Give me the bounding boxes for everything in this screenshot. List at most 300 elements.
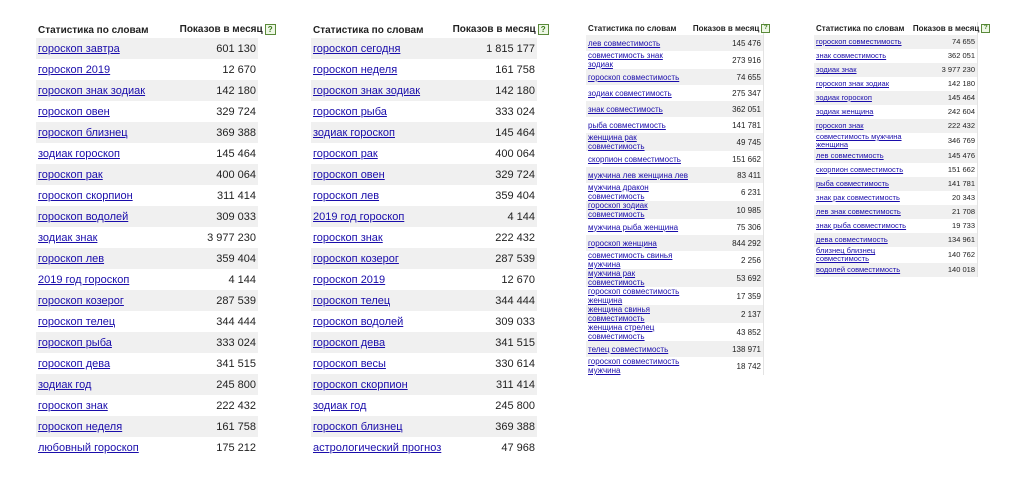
keyword-cell <box>586 183 691 201</box>
shows-count: 3 977 230 <box>178 227 258 248</box>
shows-count: 145 464 <box>178 143 258 164</box>
keyword-link[interactable]: водолей совместимость <box>816 265 901 274</box>
shows-count: 140 762 <box>911 247 977 263</box>
keyword-link[interactable]: гороскоп весы <box>313 357 386 370</box>
table-row <box>814 233 977 247</box>
table-row <box>814 119 977 133</box>
keyword-link[interactable]: совместимость свинья мужчина <box>588 251 673 269</box>
keyword-link[interactable]: гороскоп совместимость <box>816 37 902 46</box>
keyword-link[interactable]: гороскоп рыба <box>313 105 387 118</box>
table-row <box>814 205 977 219</box>
keyword-cell <box>311 311 451 332</box>
keyword-cell <box>36 164 178 185</box>
table-row <box>311 122 537 143</box>
keyword-cell <box>36 395 178 416</box>
keyword-cell <box>814 233 911 247</box>
keyword-link[interactable]: гороскоп водолей <box>313 315 404 328</box>
table-row <box>814 91 977 105</box>
shows-count: 142 180 <box>911 77 977 91</box>
shows-count: 362 051 <box>911 49 977 63</box>
shows-count: 242 604 <box>911 105 977 119</box>
keyword-cell <box>814 219 911 233</box>
keyword-cell <box>311 437 451 458</box>
shows-count: 275 347 <box>691 85 763 101</box>
shows-count: 18 742 <box>691 357 763 375</box>
table-header-row <box>36 22 258 38</box>
table-body <box>586 35 763 375</box>
shows-count: 75 306 <box>691 219 763 235</box>
keyword-link[interactable]: дева совместимость <box>816 235 888 244</box>
table-row <box>311 416 537 437</box>
table-row <box>36 269 258 290</box>
shows-count: 330 614 <box>451 353 537 374</box>
keyword-link[interactable]: гороскоп зодиак совместимость <box>588 201 648 219</box>
keyword-cell <box>311 416 451 437</box>
keyword-cell <box>311 38 451 59</box>
keyword-cell <box>311 290 451 311</box>
keyword-link[interactable]: гороскоп сегодня <box>313 42 401 55</box>
keyword-link[interactable]: гороскоп знак зодиак <box>313 84 421 97</box>
table-row <box>814 163 977 177</box>
keyword-link[interactable]: зодиак гороскоп <box>38 147 120 160</box>
shows-count: 287 539 <box>178 290 258 311</box>
table-row <box>311 80 537 101</box>
table-row <box>814 133 977 149</box>
keyword-cell <box>36 332 178 353</box>
table-row <box>814 263 977 277</box>
keyword-cell <box>586 167 691 183</box>
keyword-cell <box>36 38 178 59</box>
shows-count: 222 432 <box>911 119 977 133</box>
keyword-link[interactable]: гороскоп завтра <box>38 42 120 55</box>
keyword-cell <box>36 143 178 164</box>
keyword-cell <box>36 101 178 122</box>
shows-count: 333 024 <box>178 332 258 353</box>
stats-table <box>311 22 546 458</box>
keyword-cell <box>36 227 178 248</box>
shows-count: 49 745 <box>691 133 763 151</box>
table-body <box>814 35 977 277</box>
keyword-cell <box>814 247 911 263</box>
keyword-cell <box>814 77 911 91</box>
keyword-link[interactable]: рыба совместимость <box>588 120 666 130</box>
table-row <box>814 105 977 119</box>
shows-count: 140 018 <box>911 263 977 277</box>
table-row <box>36 374 258 395</box>
keyword-cell <box>814 177 911 191</box>
table-row <box>586 357 763 375</box>
table-header-row <box>814 22 977 35</box>
shows-count: 311 414 <box>178 185 258 206</box>
keyword-cell <box>36 185 178 206</box>
keyword-link[interactable]: гороскоп рыба <box>38 336 112 349</box>
keyword-link[interactable]: рыба совместимость <box>816 179 889 188</box>
keyword-link[interactable]: гороскоп знак <box>313 231 383 244</box>
keyword-link[interactable]: гороскоп овен <box>38 105 110 118</box>
table-row <box>311 311 537 332</box>
table-row <box>586 117 763 133</box>
keyword-link[interactable]: 2019 год гороскоп <box>38 273 130 286</box>
column-header-shows: Показов в месяц ? <box>178 22 258 38</box>
shows-count: 245 800 <box>451 395 537 416</box>
keyword-cell <box>311 374 451 395</box>
keyword-link[interactable]: знак совместимость <box>816 51 887 60</box>
keyword-cell <box>36 206 178 227</box>
shows-count: 4 144 <box>178 269 258 290</box>
keyword-link[interactable]: гороскоп рак <box>38 168 103 181</box>
shows-count: 134 961 <box>911 233 977 247</box>
shows-count: 844 292 <box>691 235 763 251</box>
shows-count: 346 769 <box>911 133 977 149</box>
table-row <box>36 416 258 437</box>
keyword-link[interactable]: гороскоп рак <box>313 147 378 160</box>
keyword-link[interactable]: гороскоп знак зодиак <box>816 79 890 88</box>
shows-count: 17 359 <box>691 287 763 305</box>
keyword-link[interactable]: гороскоп совместимость мужчина <box>588 357 680 375</box>
shows-count: 273 916 <box>691 51 763 69</box>
keyword-cell <box>586 305 691 323</box>
shows-count: 400 064 <box>178 164 258 185</box>
keyword-link[interactable]: знак рак совместимость <box>816 193 900 202</box>
keyword-link[interactable]: совместимость мужчина женщина <box>816 132 902 149</box>
keyword-link[interactable]: гороскоп знак <box>38 399 108 412</box>
shows-count: 141 781 <box>911 177 977 191</box>
keyword-link[interactable]: скорпион совместимость <box>588 154 681 164</box>
keyword-cell <box>36 311 178 332</box>
table-row <box>586 151 763 167</box>
shows-count: 359 404 <box>178 248 258 269</box>
keyword-link[interactable]: гороскоп дева <box>313 336 386 349</box>
table-row <box>311 164 537 185</box>
wordstat-table-1 <box>36 22 273 458</box>
shows-count: 21 708 <box>911 205 977 219</box>
keyword-link[interactable]: гороскоп близнец <box>38 126 128 139</box>
shows-count: 329 724 <box>178 101 258 122</box>
table-row <box>814 247 977 263</box>
keyword-cell <box>311 143 451 164</box>
shows-count: 74 655 <box>691 69 763 85</box>
keyword-cell <box>814 119 911 133</box>
table-row <box>586 287 763 305</box>
table-header-row <box>586 22 763 35</box>
keyword-link[interactable]: зодиак знак <box>816 65 857 74</box>
keyword-link[interactable]: гороскоп женщина <box>588 238 657 248</box>
shows-count: 12 670 <box>451 269 537 290</box>
shows-count: 43 852 <box>691 323 763 341</box>
keyword-cell <box>814 149 911 163</box>
keyword-link[interactable]: женщина стрелец совместимость <box>588 323 655 341</box>
stats-table <box>586 22 768 375</box>
keyword-cell <box>36 80 178 101</box>
table-row <box>36 185 258 206</box>
keyword-link[interactable]: мужчина рыба женщина <box>588 222 679 232</box>
shows-count: 344 444 <box>451 290 537 311</box>
keyword-cell <box>586 235 691 251</box>
table-row <box>36 80 258 101</box>
table-row <box>586 235 763 251</box>
shows-count: 369 388 <box>451 416 537 437</box>
table-row <box>36 164 258 185</box>
keyword-link[interactable]: близнец близнец совместимость <box>816 246 876 263</box>
table-row <box>814 149 977 163</box>
table-row <box>36 59 258 80</box>
column-header-keyword: Статистика по словам <box>313 24 424 36</box>
keyword-link[interactable]: зодиак женщина <box>816 107 874 116</box>
shows-count: 145 476 <box>691 35 763 51</box>
keyword-cell <box>311 227 451 248</box>
keyword-cell <box>586 85 691 101</box>
shows-count: 341 515 <box>451 332 537 353</box>
table-row <box>36 437 258 458</box>
table-row <box>311 248 537 269</box>
table-row <box>586 341 763 357</box>
keyword-cell <box>814 191 911 205</box>
column-header-shows: Показов в месяц ? <box>451 22 537 38</box>
shows-count: 47 968 <box>451 437 537 458</box>
keyword-link[interactable]: зодиак совместимость <box>588 88 672 98</box>
shows-count: 287 539 <box>451 248 537 269</box>
keyword-cell <box>311 101 451 122</box>
shows-count: 151 662 <box>691 151 763 167</box>
table-row <box>814 219 977 233</box>
table-row <box>36 38 258 59</box>
keyword-link[interactable]: зодиак год <box>38 378 92 391</box>
keyword-cell <box>586 269 691 287</box>
shows-count: 222 432 <box>451 227 537 248</box>
keyword-link[interactable]: мужчина лев женщина лев <box>588 170 688 180</box>
keyword-cell <box>586 117 691 133</box>
table-row <box>586 51 763 69</box>
shows-count: 142 180 <box>178 80 258 101</box>
keyword-cell <box>586 357 691 375</box>
wordstat-table-2 <box>311 22 546 458</box>
keyword-cell <box>311 269 451 290</box>
keyword-link[interactable]: гороскоп скорпион <box>38 189 133 202</box>
keyword-link[interactable]: совместимость знак зодиак <box>588 51 663 69</box>
table-row <box>311 38 537 59</box>
table-row <box>586 305 763 323</box>
keyword-link[interactable]: зодиак гороскоп <box>816 93 872 102</box>
keyword-link[interactable]: гороскоп совместимость <box>588 72 680 82</box>
table-row <box>36 227 258 248</box>
keyword-cell <box>36 416 178 437</box>
keyword-cell <box>311 353 451 374</box>
keyword-link[interactable]: гороскоп дева <box>38 357 111 370</box>
help-icon[interactable]: ? <box>538 24 549 35</box>
shows-count: 74 655 <box>911 35 977 49</box>
shows-count: 145 464 <box>451 122 537 143</box>
keyword-link[interactable]: любовный гороскоп <box>38 441 139 454</box>
table-row <box>311 143 537 164</box>
keyword-link[interactable]: гороскоп знак <box>816 121 864 130</box>
keyword-cell <box>814 163 911 177</box>
shows-count: 161 758 <box>178 416 258 437</box>
shows-count: 161 758 <box>451 59 537 80</box>
keyword-link[interactable]: гороскоп козерог <box>313 252 399 265</box>
keyword-link[interactable]: гороскоп водолей <box>38 210 129 223</box>
shows-count: 222 432 <box>178 395 258 416</box>
keyword-link[interactable]: гороскоп лев <box>38 252 105 265</box>
keyword-link[interactable]: гороскоп лев <box>313 189 380 202</box>
keyword-link[interactable]: 2019 год гороскоп <box>313 210 405 223</box>
keyword-cell <box>586 51 691 69</box>
table-row <box>36 206 258 227</box>
shows-count: 2 256 <box>691 251 763 269</box>
table-row <box>311 437 537 458</box>
keyword-cell <box>814 205 911 219</box>
keyword-cell <box>311 332 451 353</box>
keyword-cell <box>311 185 451 206</box>
table-row <box>814 49 977 63</box>
keyword-link[interactable]: гороскоп скорпион <box>313 378 408 391</box>
keyword-link[interactable]: мужчина рак совместимость <box>588 269 645 287</box>
keyword-cell <box>311 80 451 101</box>
table-row <box>311 395 537 416</box>
keyword-link[interactable]: астрологический прогноз <box>313 441 442 454</box>
keyword-link[interactable]: знак рыба совместимость <box>816 221 907 230</box>
keyword-cell <box>586 101 691 117</box>
table-row <box>36 395 258 416</box>
help-icon[interactable]: ? <box>761 24 770 33</box>
column-header-keyword: Статистика по словам <box>38 24 149 36</box>
shows-count: 20 343 <box>911 191 977 205</box>
shows-count: 311 414 <box>451 374 537 395</box>
help-icon[interactable]: ? <box>981 24 990 33</box>
keyword-link[interactable]: гороскоп 2019 <box>313 273 386 286</box>
shows-count: 3 977 230 <box>911 63 977 77</box>
wordstat-table-3 <box>586 22 768 375</box>
keyword-link[interactable]: женщина рак совместимость <box>588 133 645 151</box>
shows-count: 141 781 <box>691 117 763 133</box>
keyword-cell <box>586 201 691 219</box>
keyword-link[interactable]: гороскоп неделя <box>313 63 398 76</box>
table-row <box>586 269 763 287</box>
table-row <box>814 191 977 205</box>
keyword-cell <box>586 323 691 341</box>
keyword-link[interactable]: лев знак совместимость <box>816 207 901 216</box>
keyword-link[interactable]: женщина свинья совместимость <box>588 305 650 323</box>
keyword-cell <box>814 105 911 119</box>
help-icon[interactable]: ? <box>265 24 276 35</box>
keyword-link[interactable]: гороскоп близнец <box>313 420 403 433</box>
keyword-cell <box>586 69 691 85</box>
keyword-link[interactable]: гороскоп неделя <box>38 420 123 433</box>
shows-count: 4 144 <box>451 206 537 227</box>
keyword-link[interactable]: лев совместимость <box>588 38 661 48</box>
keyword-cell <box>311 164 451 185</box>
shows-count: 138 971 <box>691 341 763 357</box>
table-row <box>586 35 763 51</box>
keyword-cell <box>36 353 178 374</box>
keyword-link[interactable]: скорпион совместимость <box>816 165 904 174</box>
keyword-cell <box>36 290 178 311</box>
shows-count: 333 024 <box>451 101 537 122</box>
keyword-cell <box>586 341 691 357</box>
shows-count: 83 411 <box>691 167 763 183</box>
keyword-cell <box>311 395 451 416</box>
shows-count: 2 137 <box>691 305 763 323</box>
table-row <box>586 69 763 85</box>
keyword-link[interactable]: гороскоп 2019 <box>38 63 111 76</box>
keyword-link[interactable]: зодиак знак <box>38 231 98 244</box>
table-row <box>311 374 537 395</box>
table-body <box>36 38 258 458</box>
stats-table <box>814 22 988 277</box>
shows-count: 309 033 <box>451 311 537 332</box>
column-header-shows: Показов в месяц ? <box>691 22 763 35</box>
keyword-cell <box>586 35 691 51</box>
keyword-link[interactable]: гороскоп телец <box>38 315 116 328</box>
shows-count: 53 692 <box>691 269 763 287</box>
keyword-link[interactable]: зодиак год <box>313 399 367 412</box>
table-row <box>586 323 763 341</box>
table-row <box>36 353 258 374</box>
keyword-cell <box>814 35 911 49</box>
table-row <box>586 85 763 101</box>
shows-count: 309 033 <box>178 206 258 227</box>
table-body <box>311 38 537 458</box>
keyword-link[interactable]: гороскоп козерог <box>38 294 124 307</box>
shows-count: 1 815 177 <box>451 38 537 59</box>
shows-count: 151 662 <box>911 163 977 177</box>
keyword-link[interactable]: знак совместимость <box>588 104 663 114</box>
table-row <box>311 101 537 122</box>
keyword-link[interactable]: гороскоп овен <box>313 168 385 181</box>
keyword-link[interactable]: гороскоп знак зодиак <box>38 84 146 97</box>
keyword-link[interactable]: гороскоп совместимость женщина <box>588 287 680 305</box>
keyword-cell <box>311 248 451 269</box>
shows-count: 245 800 <box>178 374 258 395</box>
table-row <box>36 122 258 143</box>
shows-count: 601 130 <box>178 38 258 59</box>
table-row <box>311 332 537 353</box>
shows-count: 175 212 <box>178 437 258 458</box>
table-row <box>814 35 977 49</box>
keyword-link[interactable]: зодиак гороскоп <box>313 126 395 139</box>
keyword-cell <box>36 248 178 269</box>
table-row <box>586 133 763 151</box>
table-row <box>586 101 763 117</box>
table-row <box>36 101 258 122</box>
keyword-link[interactable]: телец совместимость <box>588 344 669 354</box>
shows-count: 341 515 <box>178 353 258 374</box>
keyword-link[interactable]: лев совместимость <box>816 151 884 160</box>
table-row <box>311 353 537 374</box>
keyword-link[interactable]: гороскоп телец <box>313 294 391 307</box>
keyword-link[interactable]: мужчина дракон совместимость <box>588 183 649 201</box>
table-row <box>814 63 977 77</box>
table-row <box>586 219 763 235</box>
keyword-cell <box>311 59 451 80</box>
table-header-row <box>311 22 537 38</box>
shows-count: 19 733 <box>911 219 977 233</box>
shows-count: 6 231 <box>691 183 763 201</box>
column-header-keyword: Статистика по словам <box>588 24 677 33</box>
keyword-cell <box>36 59 178 80</box>
table-row <box>36 248 258 269</box>
keyword-cell <box>586 287 691 305</box>
shows-count: 359 404 <box>451 185 537 206</box>
table-row <box>311 269 537 290</box>
table-row <box>311 185 537 206</box>
shows-count: 362 051 <box>691 101 763 117</box>
shows-count: 344 444 <box>178 311 258 332</box>
shows-count: 12 670 <box>178 59 258 80</box>
table-row <box>36 290 258 311</box>
table-row <box>586 251 763 269</box>
shows-count: 145 476 <box>911 149 977 163</box>
table-row <box>586 167 763 183</box>
